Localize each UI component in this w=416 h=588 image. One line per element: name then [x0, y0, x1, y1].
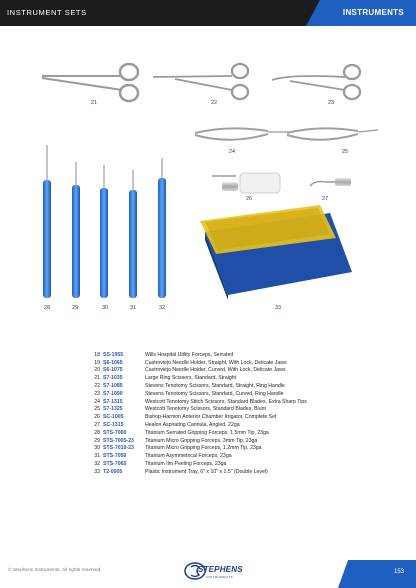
copyright-text: © Stephens Instruments. All rights reserved. — [8, 568, 102, 573]
item-description: Titanium Asymmetrical Forceps, 23ga — [145, 453, 232, 460]
item-code: SC-1005 — [103, 414, 124, 421]
item-code: STS-7010-23 — [103, 445, 134, 452]
list-item: 24 S7-1315 Westcott Tenotomy Stitch Scissors, Standard Blades, Extra Sharp Tips — [88, 398, 388, 406]
list-item: 23 S7-1090 Stevens Tenotomy Scissors, Standard, Curved, Ring Handle — [88, 390, 388, 398]
list-item: 28 STS-7000 Titanium Serrated Gripping Forceps, 1.5mm Tip, 23ga — [88, 429, 388, 437]
item-description: Westcott Tenotomy Stitch Scissors, Standard Blades, Extra Sharp Tips — [145, 398, 307, 405]
list-item: 26 SC-1005 Bishop-Harmon Anterior Chamber Irrigator, Complete Set — [88, 413, 388, 421]
figure-label-33: 33 — [275, 305, 282, 311]
brand-name: STEPHENS — [198, 565, 243, 574]
item-description: Healon Aspirating Cannula, Angled, 22ga — [145, 422, 240, 429]
scissors-22 — [153, 64, 248, 99]
brand-subtitle: INSTRUMENTS — [206, 575, 234, 579]
figure-label-29: 29 — [72, 305, 79, 311]
item-code: STS-7005-23 — [103, 437, 134, 444]
forceps-30 — [100, 165, 108, 298]
scissors-21 — [42, 64, 138, 101]
item-description: Large Ring Scissors, Standard, Straight — [145, 375, 237, 382]
item-description: Castroviejo Needle Holder, Curved, With Lock, Delicate Jaws — [145, 367, 286, 374]
figure-label-28: 28 — [44, 305, 51, 311]
list-item: 25 S7-1325 Westcott Tenotomy Scissors, Standard Blades, Blunt — [88, 406, 388, 414]
figure-label-30: 30 — [102, 305, 109, 311]
figure-label-26: 26 — [246, 196, 253, 202]
scissors-24 — [195, 128, 290, 139]
figure-label-31: 31 — [130, 305, 137, 311]
page-number: 153 — [393, 569, 404, 575]
item-code: S7-1035 — [103, 375, 123, 382]
list-item: 27 SC-1315 Healon Aspirating Cannula, Angled, 22ga — [88, 421, 388, 429]
parts-list — [88, 351, 388, 476]
item-description: Titanium Serrated Gripping Forceps, 1.5mm Tip, 23ga — [145, 429, 269, 436]
forceps-31 — [129, 170, 137, 298]
list-item: 31 STS-7050 Titanium Asymmetrical Forceps, 23ga — [88, 452, 388, 460]
list-item: 30 STS-7010-23 Titanium Micro Gripping Forceps, 1.2mm Tip, 23ga — [88, 445, 388, 453]
item-description: Titanium Micro Gripping Forceps, 3mm Tip, 23ga — [145, 437, 258, 444]
section-title: INSTRUMENT SETS — [7, 8, 87, 17]
item-code: STS-7065 — [103, 461, 127, 468]
figure-label-22: 22 — [211, 100, 218, 106]
item-description: Westcott Tenotomy Scissors, Standard Blades, Blunt — [145, 406, 266, 413]
list-item: 20 S6-1075 Castroviejo Needle Holder, Curved, With Lock, Delicate Jaws — [88, 367, 388, 375]
list-item: 33 T2-0005 Plastic Instrument Tray, 6" x 10" x 1.5" (Double Level) — [88, 468, 388, 476]
item-code: STS-7050 — [103, 453, 127, 460]
item-description: Bishop-Harmon Anterior Chamber Irrigator, Complete Set — [145, 414, 277, 421]
figure-label-21: 21 — [91, 100, 98, 106]
figure-label-32: 32 — [159, 305, 166, 311]
instrument-tray-33 — [200, 205, 352, 300]
item-code: S7-1325 — [103, 406, 123, 413]
item-description: Plastic Instrument Tray, 6" x 10" x 1.5" (Double Level) — [145, 468, 268, 475]
list-item: 19 S6-1065 Castroviejo Needle Holder, Straight, With Lock, Delicate Jaws — [88, 359, 388, 367]
forceps-28 — [43, 145, 51, 298]
page-number-tab — [338, 560, 416, 588]
item-code: T2-0005 — [103, 468, 123, 475]
item-code: STS-7000 — [103, 429, 127, 436]
scissors-25 — [287, 128, 378, 139]
figure-label-23: 23 — [328, 100, 335, 106]
item-code: S7-1315 — [103, 398, 123, 405]
list-item: 21 S7-1035 Large Ring Scissors, Standard, Straight — [88, 374, 388, 382]
irrigator-26 — [212, 173, 280, 193]
item-description: Stevens Tenotomy Scissors, Standard, Straight, Ring Handle — [145, 383, 285, 390]
list-item: 18 SS-1955 Wills Hospital Utility Forceps, Serrated — [88, 351, 388, 359]
scissors-23 — [272, 65, 360, 99]
figure-label-24: 24 — [229, 149, 236, 155]
item-description: Titanium Ilm Peeling Forceps, 23ga — [145, 461, 227, 468]
list-item: 22 S7-1085 Stevens Tenotomy Scissors, Standard, Straight, Ring Handle — [88, 382, 388, 390]
item-code: SC-1315 — [103, 422, 124, 429]
item-code: S6-1065 — [103, 359, 123, 366]
item-code: S7-1085 — [103, 383, 123, 390]
forceps-32 — [158, 158, 166, 298]
item-code: SS-1955 — [103, 351, 124, 358]
list-item: 32 STS-7065 Titanium Ilm Peeling Forceps, 23ga — [88, 460, 388, 468]
item-code: S6-1075 — [103, 367, 123, 374]
list-item: 29 STS-7005-23 Titanium Micro Gripping Forceps, 3mm Tip, 23ga — [88, 437, 388, 445]
category-title: INSTRUMENTS — [342, 8, 404, 17]
item-code: S7-1090 — [103, 390, 123, 397]
cannula-27 — [310, 178, 351, 186]
forceps-29 — [72, 162, 80, 298]
item-description: Castroviejo Needle Holder, Straight, With Lock, Delicate Jaws — [145, 359, 287, 366]
figure-label-25: 25 — [342, 149, 349, 155]
item-description: Titanium Micro Gripping Forceps, 1.2mm Tip, 23ga — [145, 445, 262, 452]
item-description: Stevens Tenotomy Scissors, Standard, Curved, Ring Handle — [145, 390, 284, 397]
item-description: Wills Hospital Utility Forceps, Serrated — [145, 351, 234, 358]
figure-label-27: 27 — [322, 196, 329, 202]
